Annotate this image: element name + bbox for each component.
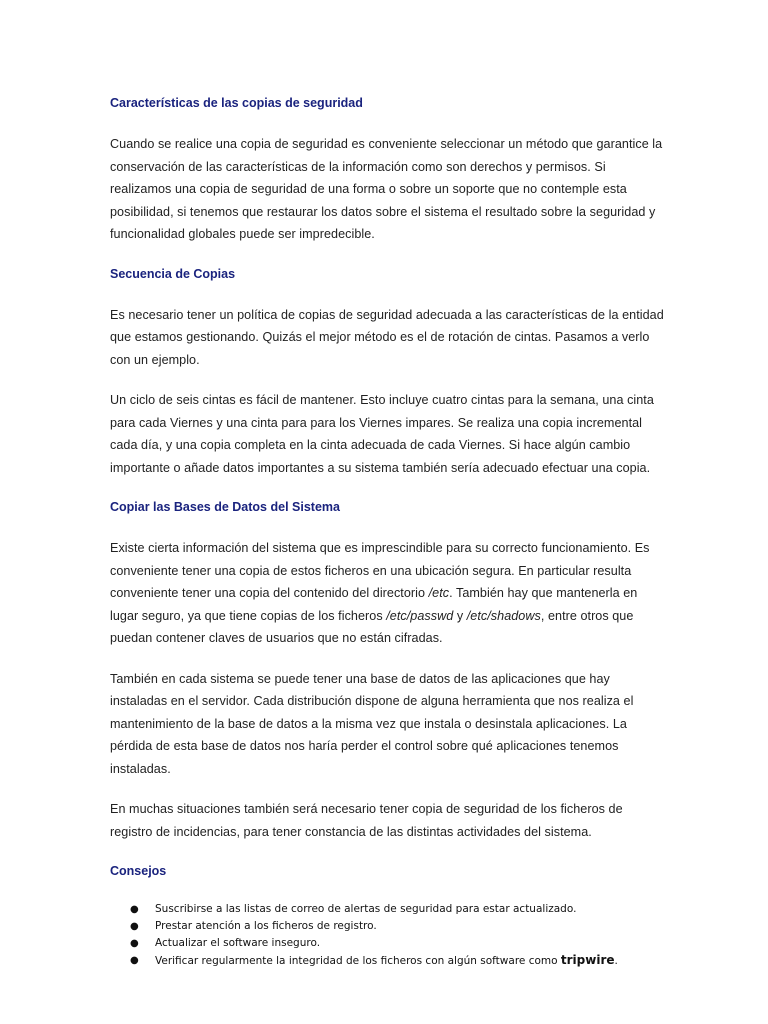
text-run: y: [453, 608, 467, 623]
tip-text-end: .: [614, 955, 618, 967]
list-item: [110, 952, 668, 970]
tip-text: Actualizar el software inseguro.: [155, 937, 321, 949]
list-item: [110, 901, 668, 918]
section-heading-secuencia: Secuencia de Copias: [110, 266, 236, 281]
list-item: [110, 935, 668, 952]
text-run: . También hay que mantenerla en lugar seguro, ya que tiene copias de los ficheros: [110, 586, 638, 623]
section-heading-copiar-bases: Copiar las Bases de Datos del Sistema: [110, 500, 340, 514]
paragraph-copiar-3: En muchas situaciones también será necesario tener copia de seguridad de los ficheros de registro de incidencias, para tener constancia de las distintas actividades del sistema.: [110, 802, 623, 839]
paragraph-caracteristicas: Cuando se realice una copia de seguridad es conveniente seleccionar un método que garantice la conservación de las características de la información como son derechos y permisos. Si realizamos una copia de seguridad de una forma o sobre un soporte que no contemple esta posibilidad, si tenemos que restaurar los datos sobre el sistema el resultado sobre la seguridad y funcionalidad globales puede ser impredecible.: [110, 137, 663, 241]
text-run: , entre otros que puedan contener claves de usuarios que no están cifradas.: [110, 608, 634, 645]
path-etc-passwd: /etc/passwd: [386, 608, 454, 623]
tip-text: Verificar regularmente la integridad de los ficheros con algún software como: [155, 955, 561, 967]
section-heading-consejos: Consejos: [110, 864, 167, 878]
tip-text: Suscribirse a las listas de correo de alertas de seguridad para estar actualizado.: [155, 903, 577, 915]
bullet-icon: ●: [130, 955, 139, 966]
section-heading-caracteristicas: Características de las copias de seguridad: [110, 96, 363, 110]
list-item: [110, 918, 668, 935]
bullet-icon: ●: [130, 921, 139, 932]
paragraph-secuencia-2: Un ciclo de seis cintas es fácil de mantener. Esto incluye cuatro cintas para la semana, una cinta para cada Viernes y una cinta para para los Viernes impares. Se realiza una copia incremental cada día, y una copia completa en la cinta adecuada de cada Viernes. Si hace algún cambio importante o añade datos importantes a su sistema también sería adecuado efectuar una copia.: [110, 393, 654, 475]
text-run: Existe cierta información del sistema que es imprescindible para su correcto funcionamiento. Es conveniente tener una copia de estos ficheros en una ubicación segura. En particular resulta conveniente tener una copia del contenido del directorio: [110, 541, 650, 600]
bullet-icon: ●: [130, 938, 139, 949]
brand-tripwire: tripwire: [560, 953, 615, 967]
tips-list: [110, 901, 668, 970]
paragraph-copiar-1: [110, 537, 668, 650]
path-etc-shadows: /etc/shadows: [466, 608, 541, 623]
bullet-icon: ●: [130, 904, 139, 915]
path-etc: /etc: [428, 586, 450, 600]
paragraph-copiar-2: También en cada sistema se puede tener una base de datos de las aplicaciones que hay instaladas en el servidor. Cada distribución dispone de alguna herramienta que nos realiza el mantenimiento de la base de datos a la misma vez que instala o desinstala aplicaciones. La pérdida de esta base de datos nos haría perder el control sobre qué aplicaciones tenemos instaladas.: [110, 671, 634, 776]
tip-text: Prestar atención a los ficheros de registro.: [155, 920, 377, 932]
paragraph-secuencia-1: Es necesario tener un política de copias de seguridad adecuada a las características de la entidad que estamos gestionando. Quizás el mejor método es el de rotación de cintas. Pasamos a verlo con un ejemplo.: [110, 307, 664, 367]
